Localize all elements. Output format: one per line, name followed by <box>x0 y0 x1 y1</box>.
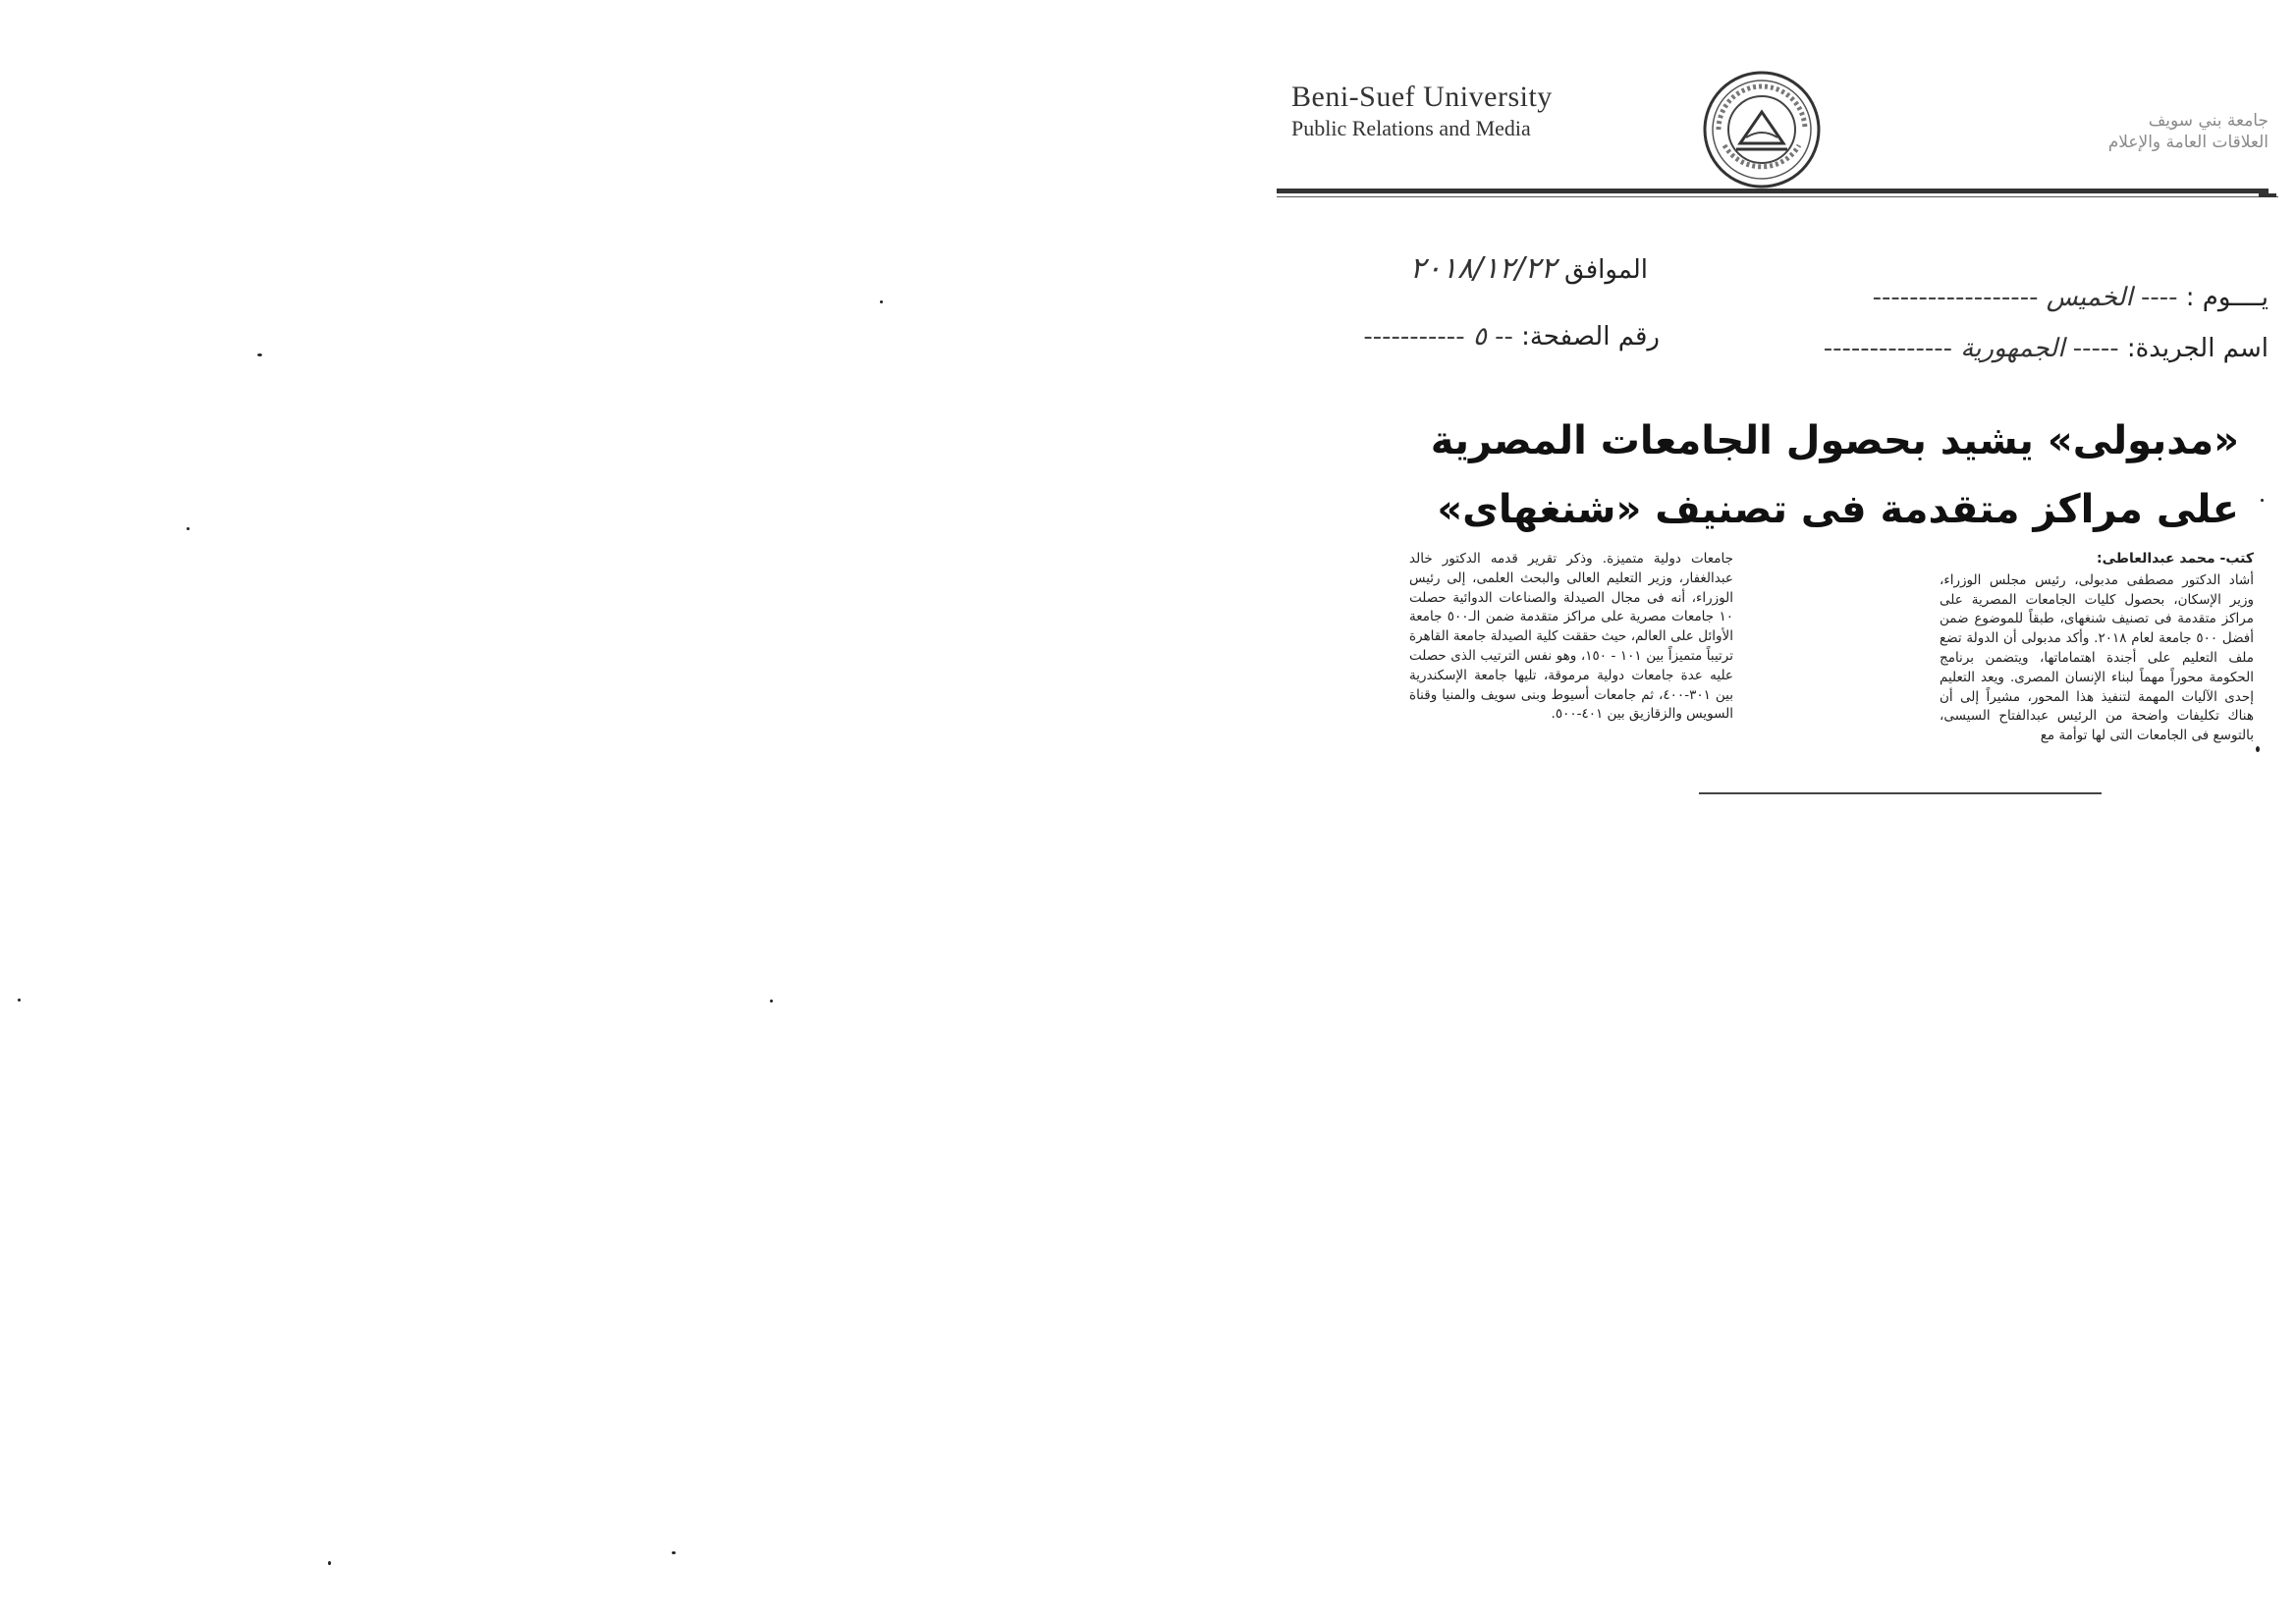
headline-line-2: على مراكز متقدمة فى تصنيف «شنغهاى» <box>1437 487 2239 532</box>
dash-filler: -------------- <box>1823 334 1953 363</box>
article-byline: كتب- محمد عبدالعاطى: <box>2097 551 2254 567</box>
newspaper-label: اسم الجريدة: <box>2126 334 2269 363</box>
date-label: الموافق <box>1564 255 1648 285</box>
header-rule-tick <box>2259 193 2276 197</box>
header-arabic <box>1974 110 2269 153</box>
scan-speck <box>257 353 262 356</box>
scan-speck <box>672 1551 676 1554</box>
article-bottom-rule <box>1699 792 2102 794</box>
dash-filler: -- <box>1495 322 1513 352</box>
dash-filler: ---- <box>2140 283 2178 312</box>
scan-speck <box>770 1000 773 1002</box>
page-value: ٥ <box>1472 322 1487 352</box>
department-name-ar: العلاقات العامة والإعلام <box>2107 133 2269 152</box>
university-seal-icon <box>1701 69 1823 190</box>
newspaper-field <box>1660 334 2269 363</box>
dash-filler: ------------------ <box>1872 283 2039 312</box>
article-body <box>1409 550 2254 795</box>
university-name-ar: جامعة بني سويف <box>2148 111 2269 131</box>
day-field <box>1872 283 2269 312</box>
header-rule <box>1277 189 2269 193</box>
article-column-left <box>1409 550 1733 725</box>
university-name-en: Beni-Suef University <box>1291 81 1553 113</box>
scan-speck <box>18 999 21 1001</box>
department-name-en: Public Relations and Media <box>1291 116 1531 140</box>
article-column-right <box>1940 550 2254 746</box>
column-right-text: أشاد الدكتور مصطفى مدبولى، رئيس مجلس الوزراء، وزير الإسكان، بحصول كليات الجامعات المصرية على مراكز متقدمة فى تصنيف شنغهاى، طبقاً للموضوع ضمن أفضل ٥٠٠ جامعة لعام ٢٠١٨. وأكد مدبولى أن الدولة تضع ملف التعليم على أجندة اهتماماتها، ويتضمن برنامج الحكومة محوراً مهماً لبناء الإنسان المصرى. ويعد التعليم إحدى الآليات المهمة لتنفيذ هذا المحور، مشيراً إلى أن هناك تكليفات واضحة من الرئيس عبدالفتاح السيسى، بالتوسع فى الجامعات التى لها توأمة مع <box>1940 571 2254 744</box>
dash-filler: ----- <box>2072 334 2119 363</box>
newspaper-value: الجمهورية <box>1960 334 2065 363</box>
scan-speck <box>187 527 190 530</box>
page-label: رقم الصفحة: <box>1521 322 1660 352</box>
date-field <box>1285 251 1648 286</box>
column-left-text: جامعات دولية متميزة. وذكر تقرير قدمه الدكتور خالد عبدالغفار، وزير التعليم العالى والبحث العلمى، إلى رئيس الوزراء، أنه فى مجال الصيدلة والصناعات الدوائية حصلت ١٠ جامعات مصرية على مراكز متقدمة ضمن الـ٥٠٠ جامعة الأوائل على العالم، حيث حققت كلية الصيدلة جامعة القاهرة ترتيباً متميزاً بين ١٠١ - ١٥٠، وهو نفس الترتيب الذى حصلت عليه عدة جامعات دولية مرموقة، تليها جامعة الإسكندرية بين ٣٠١-٤٠٠، ثم جامعات أسيوط وبنى سويف والمنيا وقناة السويس والزقازيق بين ٤٠١-٥٠٠. <box>1409 551 1733 723</box>
scan-speck <box>880 300 883 303</box>
header-rule-thin <box>1277 196 2278 197</box>
headline-line-1: «مدبولى» يشيد بحصول الجامعات المصرية <box>1430 418 2239 463</box>
scan-speck <box>328 1561 331 1565</box>
day-label: يــــوم : <box>2185 283 2269 312</box>
dash-filler: ----------- <box>1363 322 1465 352</box>
page-field <box>1296 322 1660 352</box>
header-english <box>1291 81 1586 141</box>
press-clipping <box>1267 59 2278 815</box>
day-value: الخميس <box>2046 283 2133 312</box>
article-headline <box>1414 406 2239 544</box>
date-value: ٢٠١٨/١٢/٢٢ <box>1409 251 1557 286</box>
